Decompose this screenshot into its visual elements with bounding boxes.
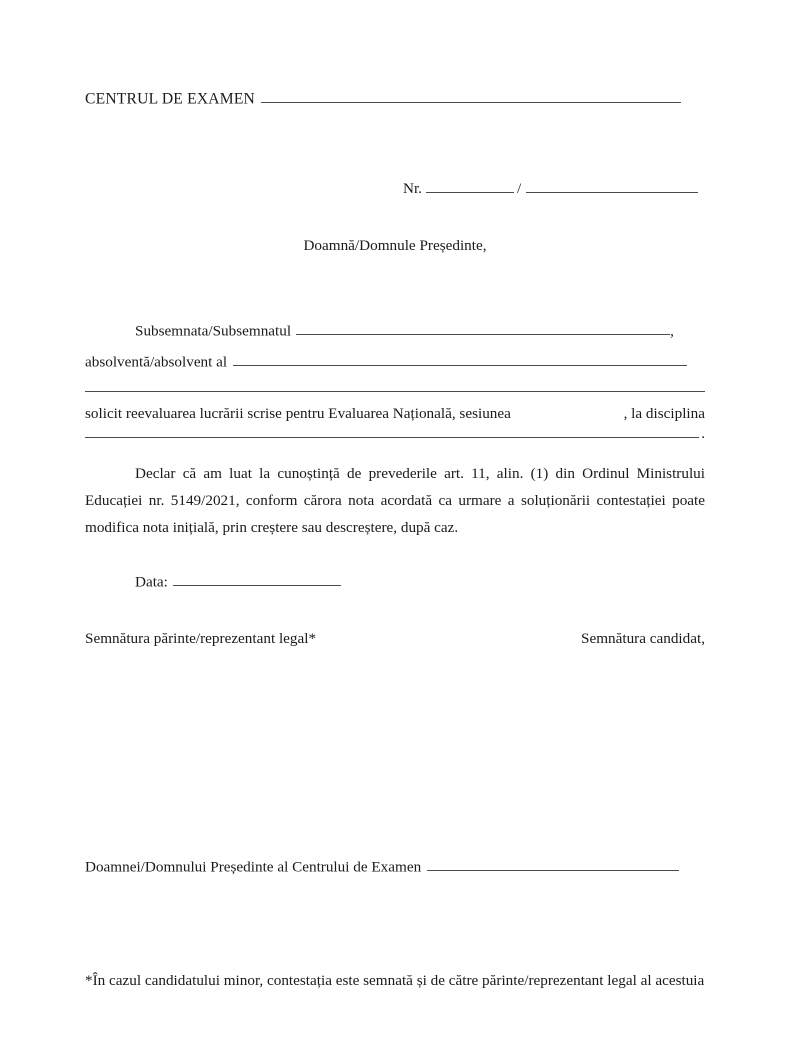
declaration-paragraph	[85, 460, 705, 541]
graduate-of-field[interactable]	[233, 353, 687, 366]
candidate-signature-label: Semnătura candidat,	[581, 630, 705, 647]
exam-center-row	[85, 90, 705, 107]
request-discipline-row	[85, 424, 705, 442]
request-line-start: solicit reevaluarea lucrării scrise pentru Evaluarea Națională, sesiunea	[85, 405, 511, 422]
addressee-row	[85, 858, 705, 875]
applicant-name-field[interactable]	[296, 322, 670, 335]
request-session-field[interactable]	[546, 405, 588, 423]
registration-number-label: Nr.	[403, 180, 422, 198]
graduate-of-row	[85, 353, 705, 370]
date-label: Data:	[135, 573, 168, 591]
addressee-field[interactable]	[427, 858, 679, 871]
applicant-name-comma: ,	[670, 322, 674, 340]
registration-row	[85, 180, 705, 197]
declaration-text: Declar că am luat la cunoștință de prevederile art. 11, alin. (1) din Ordinul Ministrului Educației nr. 5149/2021, conform cărora nota acordată ca urmare a soluționării contestației poate modifica nota inițială, prin creștere sau descreștere, după caz.	[85, 465, 705, 536]
registration-separator: /	[516, 180, 522, 198]
applicant-name-label: Subsemnata/Subsemnatul	[135, 322, 292, 340]
footnote-row	[85, 965, 705, 997]
request-line-end: , la disciplina	[623, 405, 705, 422]
applicant-name-row	[85, 322, 705, 339]
salutation-text: Doamnă/Domnule Președinte,	[303, 237, 487, 254]
signature-row	[85, 630, 705, 648]
graduate-of-continuation-field[interactable]	[85, 391, 705, 392]
footnote-text: *În cazul candidatului minor, contestația este semnată și de către părinte/reprezentant legal al acestuia	[85, 972, 705, 989]
parent-signature-label: Semnătura părinte/reprezentant legal*	[85, 630, 317, 647]
graduate-of-continuation-row	[85, 391, 705, 392]
graduate-of-label: absolventă/absolvent al	[85, 353, 228, 371]
registration-number-field[interactable]	[426, 180, 514, 193]
registration-date-field[interactable]	[526, 180, 698, 193]
salutation-row	[85, 238, 705, 253]
request-row	[85, 405, 705, 423]
addressee-label: Doamnei/Domnului Președinte al Centrului de Examen	[85, 858, 422, 876]
request-discipline-field[interactable]	[85, 437, 699, 438]
date-field[interactable]	[173, 573, 341, 586]
request-trailing-period: .	[701, 424, 705, 442]
exam-center-fill-line[interactable]	[261, 90, 681, 103]
exam-center-label: CENTRUL DE EXAMEN	[85, 90, 256, 108]
date-row	[85, 573, 705, 590]
